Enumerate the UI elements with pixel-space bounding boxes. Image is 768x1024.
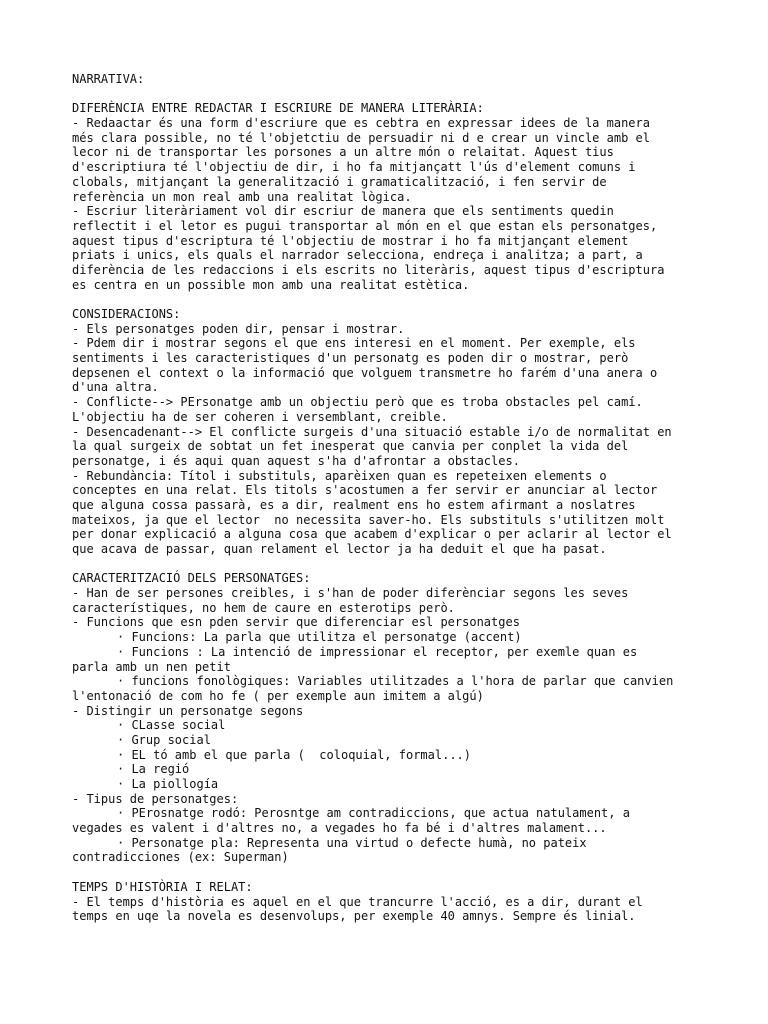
- text-line: personatge, i és aqui quan aquest s'ha d'afrontar a obstacles.: [72, 453, 520, 468]
- text-line: per donar explicació a alguna cosa que acabem d'explicar o per aclarir al lector el: [72, 527, 672, 542]
- text-line: vegades es valent i d'altres no, a vegades ho fa bé i d'altres malament...: [72, 821, 607, 836]
- text-line: - Tipus de personatges:: [72, 791, 239, 806]
- text-line: lecor ni de transportar les porsones a un altre món o relaitat. Aquest tius: [72, 145, 614, 160]
- text-line: · La regió: [117, 762, 190, 777]
- text-line: · funcions fonològiques: Variables utilitzades a l'hora de parlar que canvien: [117, 674, 674, 689]
- text-line: reflectit i el letor es pugui transportar al món en el que estan els personatges,: [72, 218, 658, 233]
- blank-line: [72, 292, 712, 307]
- blank-line: [72, 865, 712, 880]
- text-line: · Funcions: La parla que utilitza el personatge (accent): [117, 630, 522, 645]
- text-line: - Han de ser persones creibles, i s'han de poder diferènciar segons les seves: [72, 586, 629, 601]
- text-line: temps en uqe la novela es desenvolups, per exemple 40 amnys. Sempre és linial.: [72, 909, 636, 924]
- text-line: · EL tó amb el que parla ( coloquial, formal...): [117, 747, 472, 762]
- text-line: diferència de les redaccions i els escrits no literàris, aquest tipus d'escriptura: [72, 262, 665, 277]
- text-line: - Redaactar és una form d'escriure que es cebtra en expressar idees de la manera: [72, 116, 650, 131]
- text-line: sentiments i les caracteristiques d'un personatg es poden dir o mostrar, però: [72, 351, 629, 366]
- text-line: · La piollogía: [117, 777, 219, 791]
- text-line: · Funcions : La intenció de impressionar el receptor, per exemle quan es: [117, 644, 638, 659]
- section-heading: CARACTERITZACIÓ DELS PERSONATGES:: [72, 571, 311, 586]
- text-line: clobals, mitjançant la generalització i gramaticalització, i fen servir de: [72, 174, 607, 189]
- section-heading: DIFERÈNCIA ENTRE REDACTAR I ESCRIURE DE MANERA LITERÀRIA:: [72, 101, 484, 116]
- text-line: la qual surgeix de sobtat un fet inesperat que canvia per conplet la vida del: [72, 439, 629, 454]
- section-heading: CONSIDERACIONS:: [72, 307, 181, 321]
- text-line: priats i unics, els quals el narrador selecciona, endreça i analitza; a part, a: [72, 248, 643, 263]
- text-line: - Distingir un personatge segons: [72, 703, 304, 718]
- text-line: · Grup social: [117, 732, 211, 747]
- text-line: · CLasse social: [117, 718, 226, 733]
- text-line: L'objectiu ha de ser coheren i versemblant, creible.: [72, 409, 448, 424]
- text-line: es centra en un possible mon amb una realitat estètica.: [72, 277, 470, 292]
- text-line: que alguna cossa passarà, es a dir, realment ens ho estem afirmant a noslatres: [72, 497, 636, 512]
- section-heading: NARRATIVA:: [72, 72, 145, 86]
- text-line: mateixos, ja que el lector no necessita saver-ho. Els substituls s'utilitzen molt: [72, 512, 665, 527]
- text-line: contradicciones (ex: Superman): [72, 850, 289, 865]
- text-line: d'escriptiura té l'objectiu de dir, i ho fa mitjançatt l'ús d'element comuns i: [72, 160, 636, 175]
- text-line: - Desencadenant--> El conflicte surgeis d'una situació estable i/o de normalitat en: [72, 424, 672, 439]
- text-line: - Funcions que esn pden servir que diferenciar esl personatges: [72, 615, 520, 630]
- text-line: l'entonació de com ho fe ( per exemple aun imitem a algú): [72, 688, 484, 703]
- text-line: d'una altra.: [72, 380, 159, 395]
- text-line: · PErosnatge rodó: Perosntge am contradiccions, que actua natulament, a: [117, 806, 630, 821]
- text-line: · Personatge pla: Representa una virtud o defecte humà, no pateix: [117, 835, 587, 850]
- blank-line: [72, 87, 712, 102]
- text-line: - Rebundància: Títol i substituls, aparèixen quan es repeteixen elements o: [72, 468, 607, 483]
- text-line: - Els personatges poden dir, pensar i mostrar.: [72, 321, 405, 336]
- text-line: - Pdem dir i mostrar segons el que ens interesi en el moment. Per exemple, els: [72, 336, 636, 351]
- text-line: - Conflicte--> PErsonatge amb un objectiu però que es troba obstacles pel camí.: [72, 395, 643, 410]
- text-line: més clara possible, no té l'objetctiu de persuadir ni d e crear un vincle amb el: [72, 130, 650, 145]
- text-line: que acava de passar, quan relament el lector ja ha deduit el que ha pasat.: [72, 542, 607, 556]
- text-line: - Escriur literàriament vol dir escriur de manera que els sentiments quedin: [72, 204, 614, 219]
- text-line: referència un mon real amb una realitat lògica.: [72, 189, 412, 204]
- blank-line: [72, 557, 712, 572]
- text-line: depsenen el context o la informació que volguem transmetre ho farém d'una anera o: [72, 365, 658, 380]
- text-line: parla amb un nen petit: [72, 659, 231, 674]
- document-page: [72, 72, 712, 924]
- section-heading: TEMPS D'HISTÒRIA I RELAT:: [72, 879, 253, 894]
- text-line: característiques, no hem de caure en esterotips però.: [72, 600, 455, 615]
- text-line: - El temps d'història es aquel en el que trancurre l'acció, es a dir, durant el: [72, 894, 643, 909]
- text-line: aquest tipus d'escriptura té l'objectiu de mostrar i ho fa mitjançant element: [72, 233, 629, 248]
- text-line: conceptes en una relat. Els titols s'acostumen a fer servir er anunciar al lector: [72, 483, 658, 498]
